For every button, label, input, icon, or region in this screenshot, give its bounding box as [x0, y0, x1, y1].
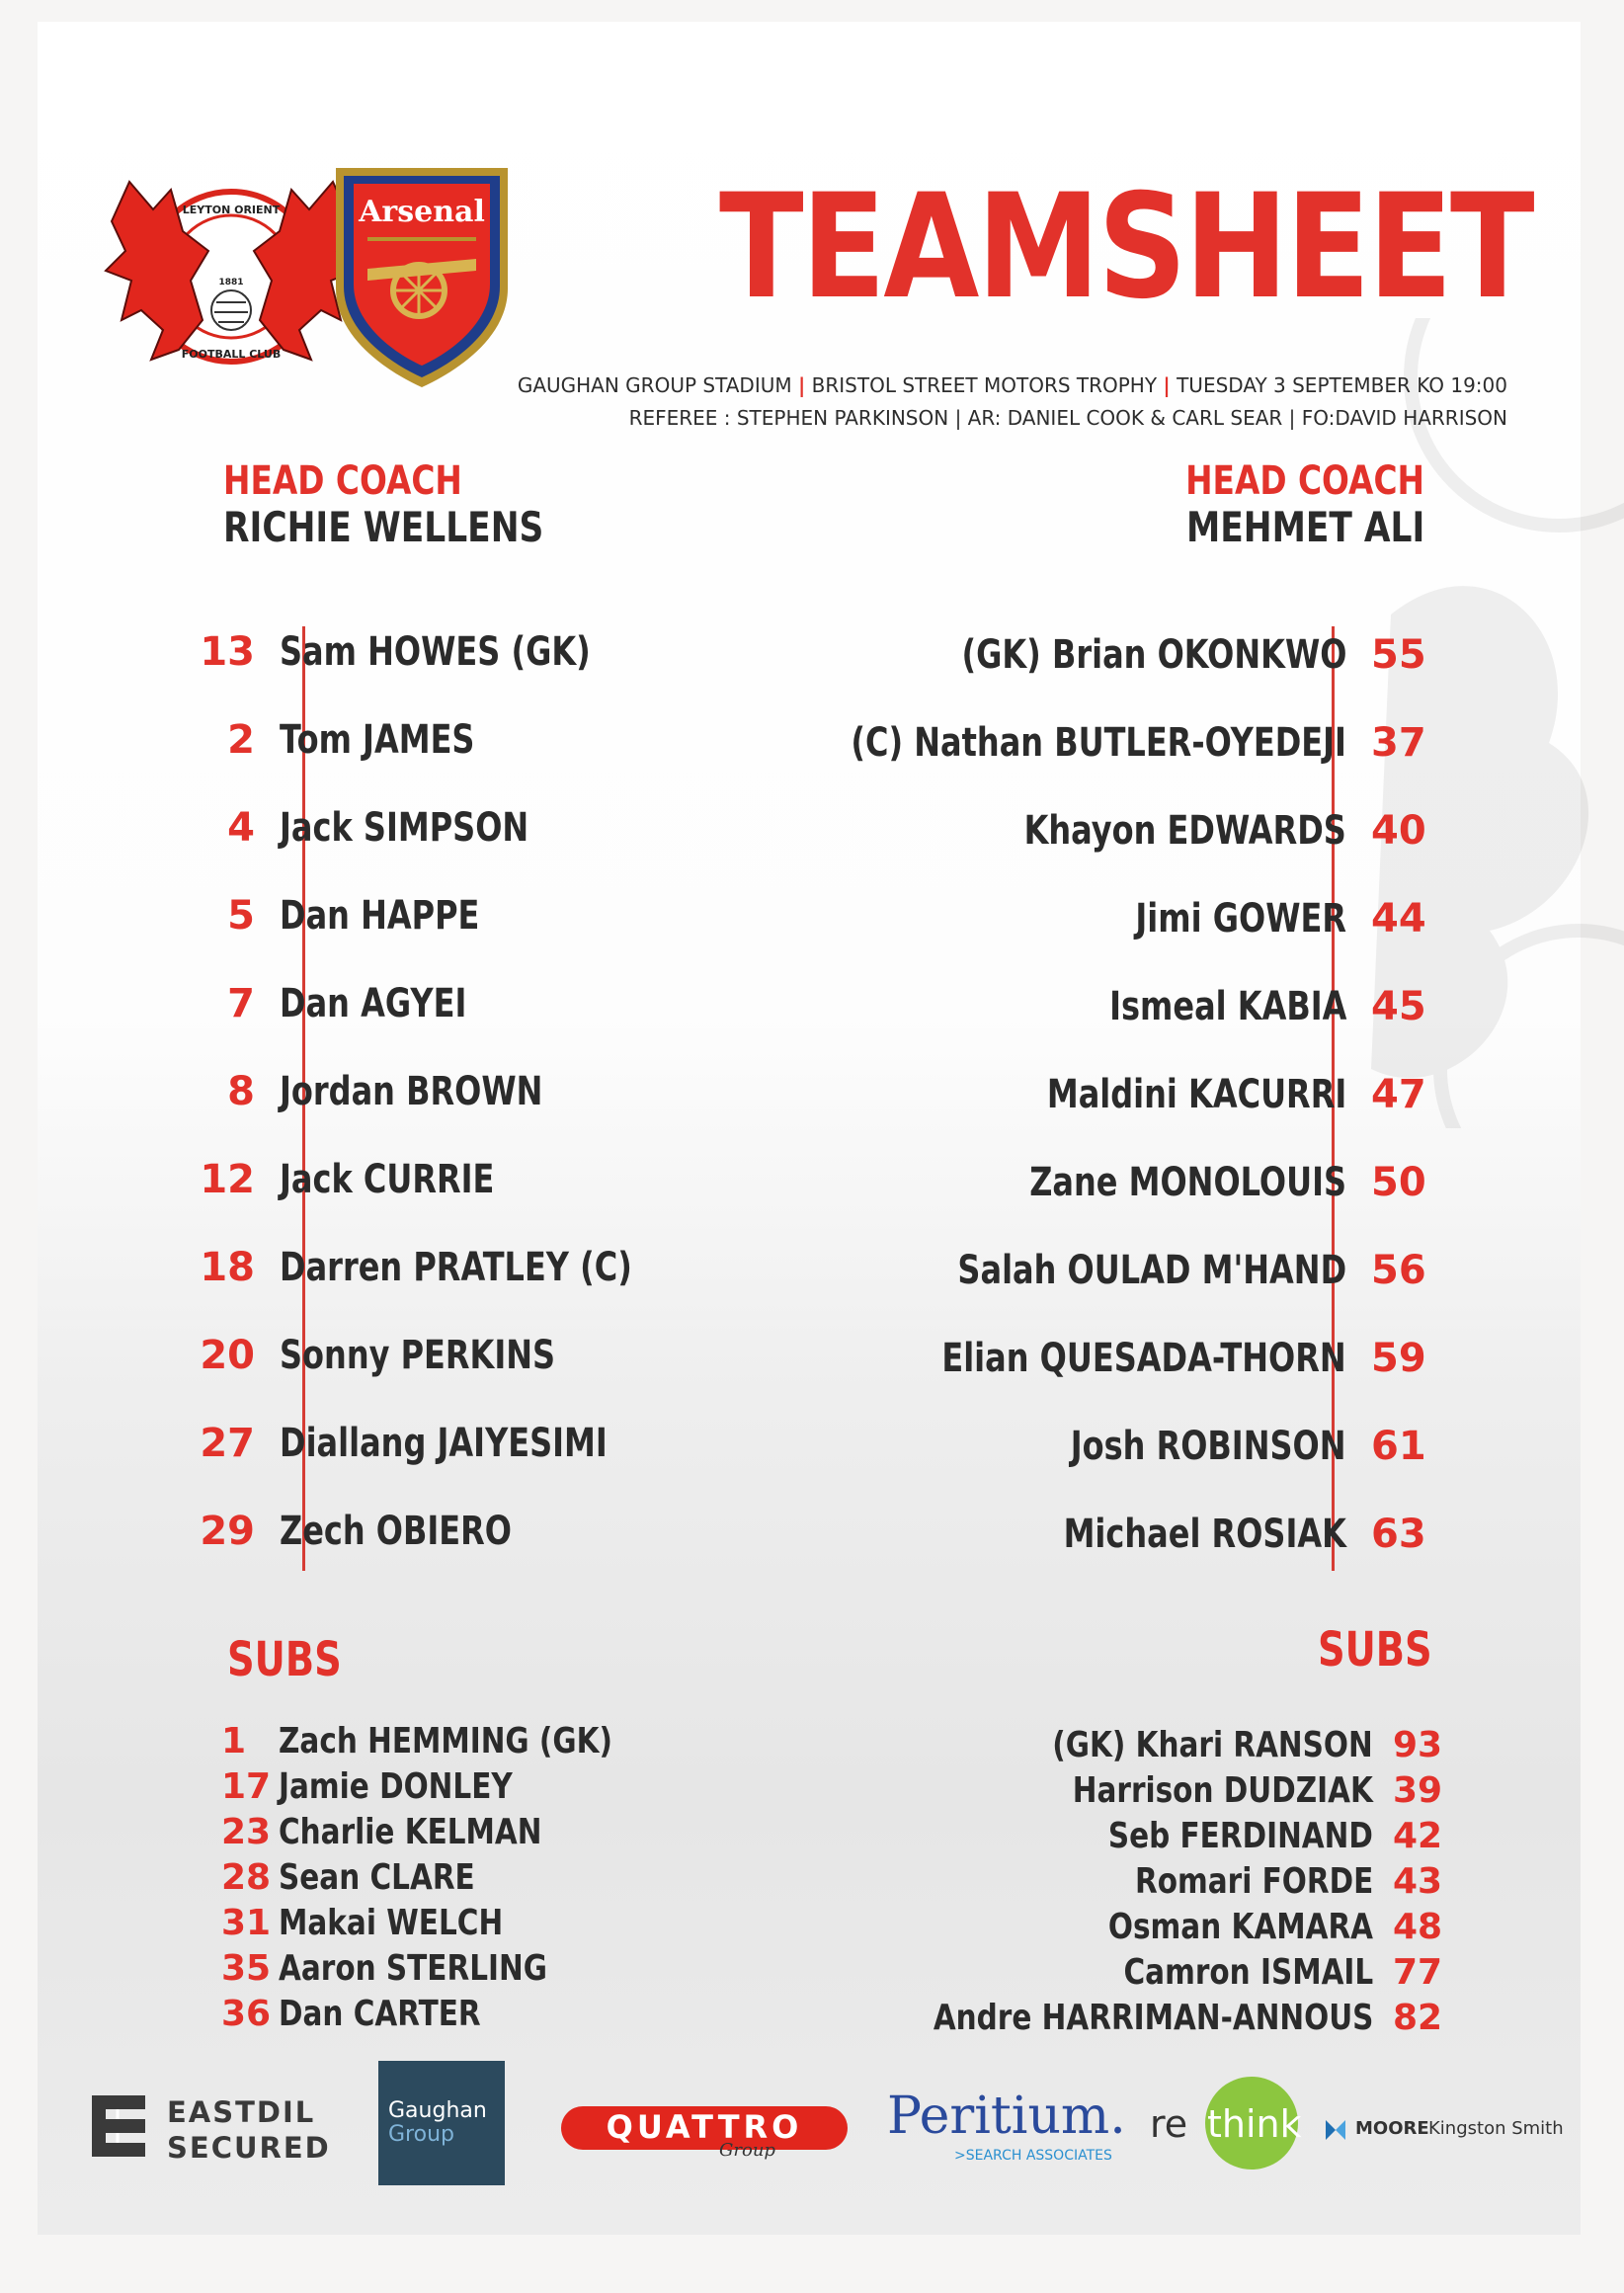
sponsor-eastdil-secured — [82, 2082, 359, 2170]
player-number: 4 — [227, 805, 255, 851]
player-name: Sonny PERKINS — [280, 1333, 556, 1378]
player-name: Darren PRATLEY (C) — [280, 1245, 632, 1290]
home-sub-row — [221, 1855, 695, 1900]
player-number: 39 — [1393, 1770, 1443, 1811]
player-number: 42 — [1393, 1816, 1443, 1856]
player-number: 50 — [1371, 1160, 1426, 1205]
home-subs-label: SUBS — [227, 1632, 342, 1687]
home-coach-name: RICHIE WELLENS — [223, 503, 544, 551]
player-name: Salah OULAD M'HAND — [957, 1248, 1346, 1293]
gaughan-line-1: Gaughan — [388, 2098, 487, 2123]
player-number: 7 — [227, 981, 255, 1026]
player-name: Jack SIMPSON — [280, 805, 529, 851]
assistant-referees: AR: DANIEL COOK & CARL SEAR — [967, 406, 1283, 430]
away-sub-row — [867, 1996, 1442, 2040]
peritium-sub-text: >SEARCH ASSOCIATES — [954, 2148, 1112, 2164]
sponsor-moore-kingston-smith — [1324, 2114, 1581, 2148]
sponsor-gaughan-group — [378, 2061, 505, 2185]
player-name: Ismeal KABIA — [1108, 984, 1346, 1029]
player-name: Makai WELCH — [279, 1903, 504, 1943]
competition: BRISTOL STREET MOTORS TROPHY — [811, 373, 1158, 397]
sponsor-peritium — [887, 2087, 1174, 2166]
player-name: Dan HAPPE — [280, 893, 480, 939]
arsenal-crest — [328, 160, 516, 393]
page-title: TEAMSHEET — [719, 163, 1533, 331]
player-name: Tom JAMES — [280, 717, 475, 763]
player-name: (GK) Khari RANSON — [1052, 1725, 1373, 1765]
away-starter-row — [808, 1238, 1440, 1297]
player-number: 48 — [1393, 1907, 1443, 1947]
player-name: Zach HEMMING (GK) — [279, 1721, 613, 1761]
away-starter-row — [808, 1062, 1440, 1121]
player-name: Jack CURRIE — [280, 1157, 495, 1202]
player-name: Zech OBIERO — [280, 1509, 512, 1554]
player-number: 93 — [1393, 1725, 1443, 1765]
home-sub-row — [221, 1764, 695, 1809]
player-name: (C) Nathan BUTLER-OYEDEJI — [851, 720, 1346, 766]
eastdil-logo-icon — [82, 2088, 155, 2165]
player-name: Romari FORDE — [1134, 1861, 1373, 1902]
quattro-sub-text: Group — [719, 2140, 775, 2161]
player-number: 36 — [221, 1994, 272, 2034]
player-name: Sam HOWES (GK) — [280, 629, 591, 675]
player-name: Jamie DONLEY — [279, 1766, 513, 1807]
teamsheet-page — [38, 22, 1581, 2235]
match-info — [518, 369, 1507, 435]
home-starter-row — [186, 795, 680, 855]
rethink-text-b: think — [1207, 2102, 1302, 2146]
player-number: 77 — [1393, 1952, 1443, 1993]
home-starter-row — [186, 619, 680, 679]
player-name: Jordan BROWN — [280, 1069, 543, 1114]
home-sub-row — [221, 1810, 695, 1854]
player-name: Zane MONOLOUIS — [1029, 1160, 1346, 1205]
player-number: 82 — [1393, 1998, 1443, 2038]
player-name: Aaron STERLING — [279, 1948, 547, 1989]
away-starter-row — [808, 1326, 1440, 1385]
away-sub-row — [867, 1814, 1442, 1858]
player-name: Jimi GOWER — [1135, 896, 1346, 942]
player-number: 55 — [1371, 632, 1426, 678]
rethink-text-a: re — [1150, 2102, 1188, 2146]
home-starter-row — [186, 1499, 680, 1558]
match-info-line-2: REFEREE : STEPHEN PARKINSON | AR: DANIEL COOK & CARL SEAR | FO:DAVID HARRISON — [628, 406, 1507, 430]
player-number: 44 — [1371, 896, 1426, 942]
away-sub-row — [867, 1905, 1442, 1949]
fourth-official: FO:DAVID HARRISON — [1301, 406, 1507, 430]
away-starter-row — [808, 1414, 1440, 1473]
player-name: Dan CARTER — [279, 1994, 481, 2034]
home-starter-row — [186, 1059, 680, 1118]
player-number: 2 — [227, 717, 255, 763]
player-number: 37 — [1371, 720, 1426, 766]
home-sub-row — [221, 1901, 695, 1945]
away-sub-row — [867, 1859, 1442, 1904]
away-coach-label: HEAD COACH — [1185, 458, 1424, 504]
player-number: 61 — [1371, 1424, 1426, 1469]
player-name: Elian QUESADA-THORN — [941, 1336, 1346, 1381]
peritium-text: Peritium. — [887, 2087, 1126, 2146]
player-name: Camron ISMAIL — [1123, 1952, 1373, 1993]
player-number: 40 — [1371, 808, 1426, 854]
referee: REFEREE : STEPHEN PARKINSON — [628, 406, 949, 430]
player-number: 59 — [1371, 1336, 1426, 1381]
arsenal-crest-text: Arsenal — [359, 195, 485, 229]
player-number: 8 — [227, 1069, 255, 1114]
player-name: Seb FERDINAND — [1107, 1816, 1373, 1856]
crest-text-top: LEYTON ORIENT — [182, 204, 281, 216]
eastdil-line-2: SECURED — [167, 2131, 331, 2165]
away-starter-row — [808, 974, 1440, 1033]
player-number: 28 — [221, 1857, 272, 1898]
player-number: 43 — [1393, 1861, 1443, 1902]
away-starter-row — [808, 798, 1440, 858]
player-name: Osman KAMARA — [1107, 1907, 1373, 1947]
eastdil-line-1: EASTDIL — [167, 2095, 316, 2129]
player-number: 56 — [1371, 1248, 1426, 1293]
home-starter-row — [186, 1323, 680, 1382]
player-number: 18 — [200, 1245, 255, 1290]
player-name: Charlie KELMAN — [279, 1812, 542, 1852]
away-starter-row — [808, 1502, 1440, 1561]
player-number: 35 — [221, 1948, 272, 1989]
home-starter-row — [186, 707, 680, 767]
player-number: 1 — [221, 1721, 247, 1761]
player-name: Sean CLARE — [279, 1857, 475, 1898]
home-sub-row — [221, 1946, 695, 1991]
moore-logo-icon — [1324, 2118, 1347, 2142]
player-number: 45 — [1371, 984, 1426, 1029]
player-number: 29 — [200, 1509, 255, 1554]
away-starter-row — [808, 1150, 1440, 1209]
player-name: (GK) Brian OKONKWO — [961, 632, 1346, 678]
player-name: Diallang JAIYESIMI — [280, 1421, 608, 1466]
player-name: Harrison DUDZIAK — [1072, 1770, 1373, 1811]
away-starter-row — [808, 886, 1440, 945]
crest-year: 1881 — [218, 278, 244, 287]
home-sub-row — [221, 1992, 695, 2036]
player-number: 17 — [221, 1766, 272, 1807]
date-kickoff: TUESDAY 3 SEPTEMBER KO 19:00 — [1177, 373, 1507, 397]
home-coach-label: HEAD COACH — [223, 458, 462, 504]
gaughan-line-2: Group — [388, 2122, 454, 2147]
home-starter-row — [186, 1147, 680, 1206]
crest-text-bottom: FOOTBALL CLUB — [181, 348, 282, 361]
player-number: 5 — [227, 893, 255, 939]
player-name: Josh ROBINSON — [1071, 1424, 1346, 1469]
player-name: Maldini KACURRI — [1046, 1072, 1346, 1117]
player-name: Dan AGYEI — [280, 981, 467, 1026]
player-number: 20 — [200, 1333, 255, 1378]
kingston-smith-text: Kingston Smith — [1428, 2118, 1564, 2139]
away-sub-row — [867, 1768, 1442, 1813]
away-starter-row — [808, 710, 1440, 770]
player-number: 47 — [1371, 1072, 1426, 1117]
player-name: Andre HARRIMAN-ANNOUS — [933, 1998, 1373, 2038]
home-starter-row — [186, 971, 680, 1030]
home-sub-row — [221, 1719, 695, 1763]
player-number: 23 — [221, 1812, 272, 1852]
venue: GAUGHAN GROUP STADIUM — [517, 373, 792, 397]
player-number: 13 — [200, 629, 255, 675]
away-starter-row — [808, 622, 1440, 682]
away-subs-label: SUBS — [1318, 1622, 1432, 1678]
away-coach-name: MEHMET ALI — [1185, 503, 1424, 551]
home-starter-row — [186, 883, 680, 942]
sponsor-rethink — [1150, 2077, 1302, 2185]
sponsor-quattro — [561, 2096, 848, 2161]
away-sub-row — [867, 1950, 1442, 1995]
player-number: 27 — [200, 1421, 255, 1466]
player-name: Khayon EDWARDS — [1023, 808, 1346, 854]
quattro-text: QUATTRO — [606, 2108, 803, 2146]
player-number: 63 — [1371, 1512, 1426, 1557]
moore-text: MOORE — [1355, 2118, 1429, 2139]
player-number: 12 — [200, 1157, 255, 1202]
away-sub-row — [867, 1723, 1442, 1767]
home-starter-row — [186, 1411, 680, 1470]
home-starter-row — [186, 1235, 680, 1294]
player-name: Michael ROSIAK — [1063, 1512, 1346, 1557]
player-number: 31 — [221, 1903, 272, 1943]
match-info-line-1: GAUGHAN GROUP STADIUM | BRISTOL STREET MOTORS TROPHY | TUESDAY 3 SEPTEMBER KO 19:00 — [517, 373, 1507, 397]
